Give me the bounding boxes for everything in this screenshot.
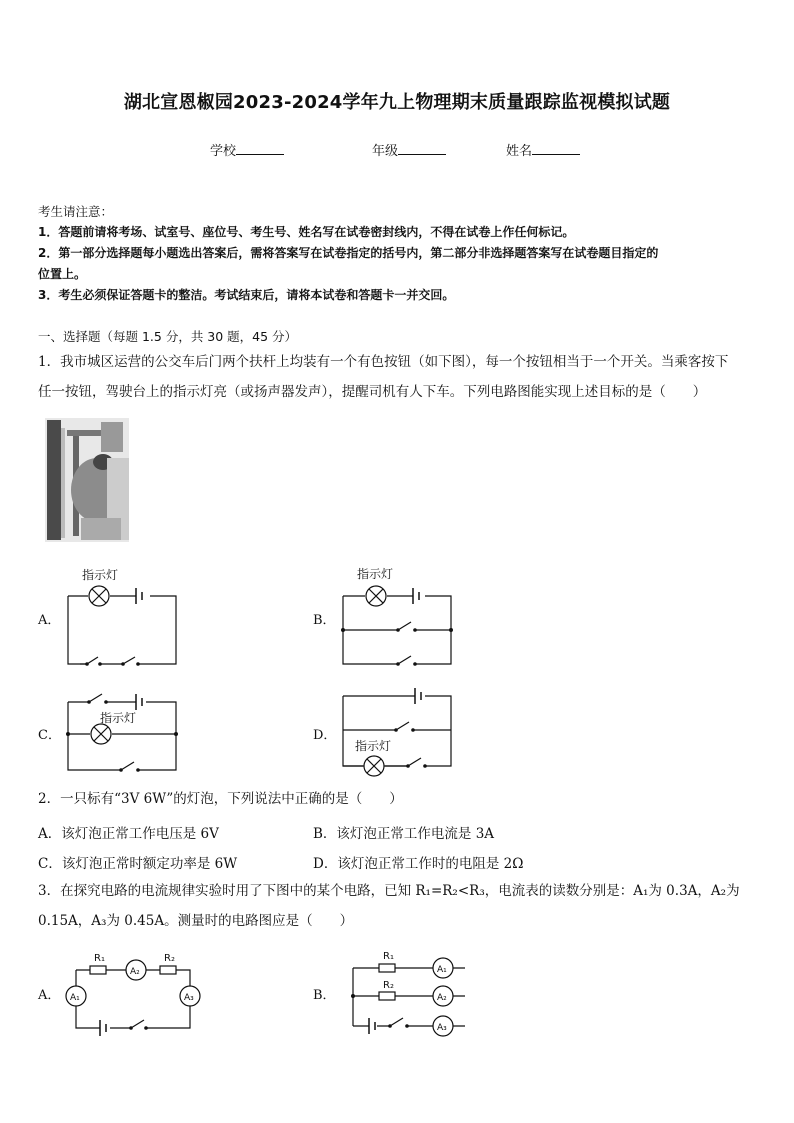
r2-label: R₂ [164,953,175,964]
q1-line1: 1．我市城区运营的公交车后门两个扶杆上均装有一个有色按钮（如下图），每一个按钮相当于一个开关。当乘客按下 [38,354,729,370]
r2-label: R₂ [383,980,394,991]
page-title: 湖北宣恩椒园2023-2024学年九上物理期末质量跟踪监视模拟试题 [123,92,671,113]
circuit-d-diagram [335,682,465,782]
a1-label: A₁ [437,965,447,975]
r1-label: R₁ [94,953,105,964]
lamp-label: 指示灯 [82,568,119,582]
q1-line2: 任一按钮，驾驶台上的指示灯亮（或扬声器发声），提醒司机有人下车。下列电路图能实现上述目标的是（ ） [38,384,707,400]
q3-line2: 0.15A，A₃为 0.45A。测量时的电路图应是（ ） [38,913,354,929]
school-blank[interactable] [236,142,284,155]
q1-option-c[interactable]: C． [38,728,61,743]
notice-item: 1．答题前请将考场、试室号、座位号、考生号、姓名写在试卷密封线内，不得在试卷上作任何标记。 [38,225,575,239]
circuit-b-diagram [335,562,465,672]
question-3-stem [38,876,760,936]
name-field [506,140,580,159]
notice-item: 3．考生必须保证答题卡的整洁。考试结束后，请将本试卷和答题卡一并交回。 [38,288,455,302]
notice-item: 2．第一部分选择题每小题选出答案后，需将答案写在试卷指定的括号内，第二部分非选择题答案写在试卷题目指定的 [38,246,659,260]
a2-label: A₂ [130,967,140,977]
q2-option-b[interactable]: B．该灯泡正常工作电流是 3A [313,826,495,842]
a3-label: A₃ [437,1023,447,1033]
notice-item: 位置上。 [38,267,87,281]
section-heading: 一、选择题（每题 1.5 分，共 30 题，45 分） [38,329,298,344]
lamp-label: 指示灯 [357,567,394,581]
a1-label: A₁ [70,993,80,1003]
q1-option-a[interactable]: A． [38,613,61,628]
question-2-stem: 2．一只标有“3V 6W”的灯泡，下列说法中正确的是（ ） [38,791,403,807]
grade-blank[interactable] [398,142,446,155]
school-field [210,140,284,159]
lamp-label: 指示灯 [100,711,137,725]
q2-option-a[interactable]: A．该灯泡正常工作电压是 6V [38,826,219,842]
name-label: 姓名 [506,144,533,159]
a3-label: A₃ [184,993,194,1003]
q3-circuit-a-diagram [60,948,205,1038]
question-1-stem [38,347,760,407]
r1-label: R₁ [383,951,394,962]
notice-heading: 考生请注意： [38,204,114,219]
q1-option-d[interactable]: D． [313,728,337,743]
notice-block [38,201,768,306]
q3-line1: 3．在探究电路的电流规律实验时用了下图中的某个电路，已知 R₁=R₂<R₃，电流表的读数分别是：A₁为 0.3A，A₂为 [38,883,740,899]
circuit-c-diagram [60,686,190,786]
grade-field [372,140,446,159]
q1-option-b[interactable]: B． [313,613,336,628]
q3-circuit-b-diagram [345,948,465,1038]
q3-option-b[interactable]: B． [313,988,336,1003]
lamp-label: 指示灯 [355,739,392,753]
name-blank[interactable] [532,142,580,155]
q2-option-d[interactable]: D．该灯泡正常工作时的电阻是 2Ω [313,856,524,872]
school-label: 学校 [210,144,237,159]
grade-label: 年级 [372,144,399,159]
circuit-a-diagram [60,562,190,672]
q3-option-a[interactable]: A． [38,988,61,1003]
a2-label: A₂ [437,993,447,1003]
q2-option-c[interactable]: C．该灯泡正常时额定功率是 6W [38,856,238,872]
bus-button-photo [45,418,129,542]
